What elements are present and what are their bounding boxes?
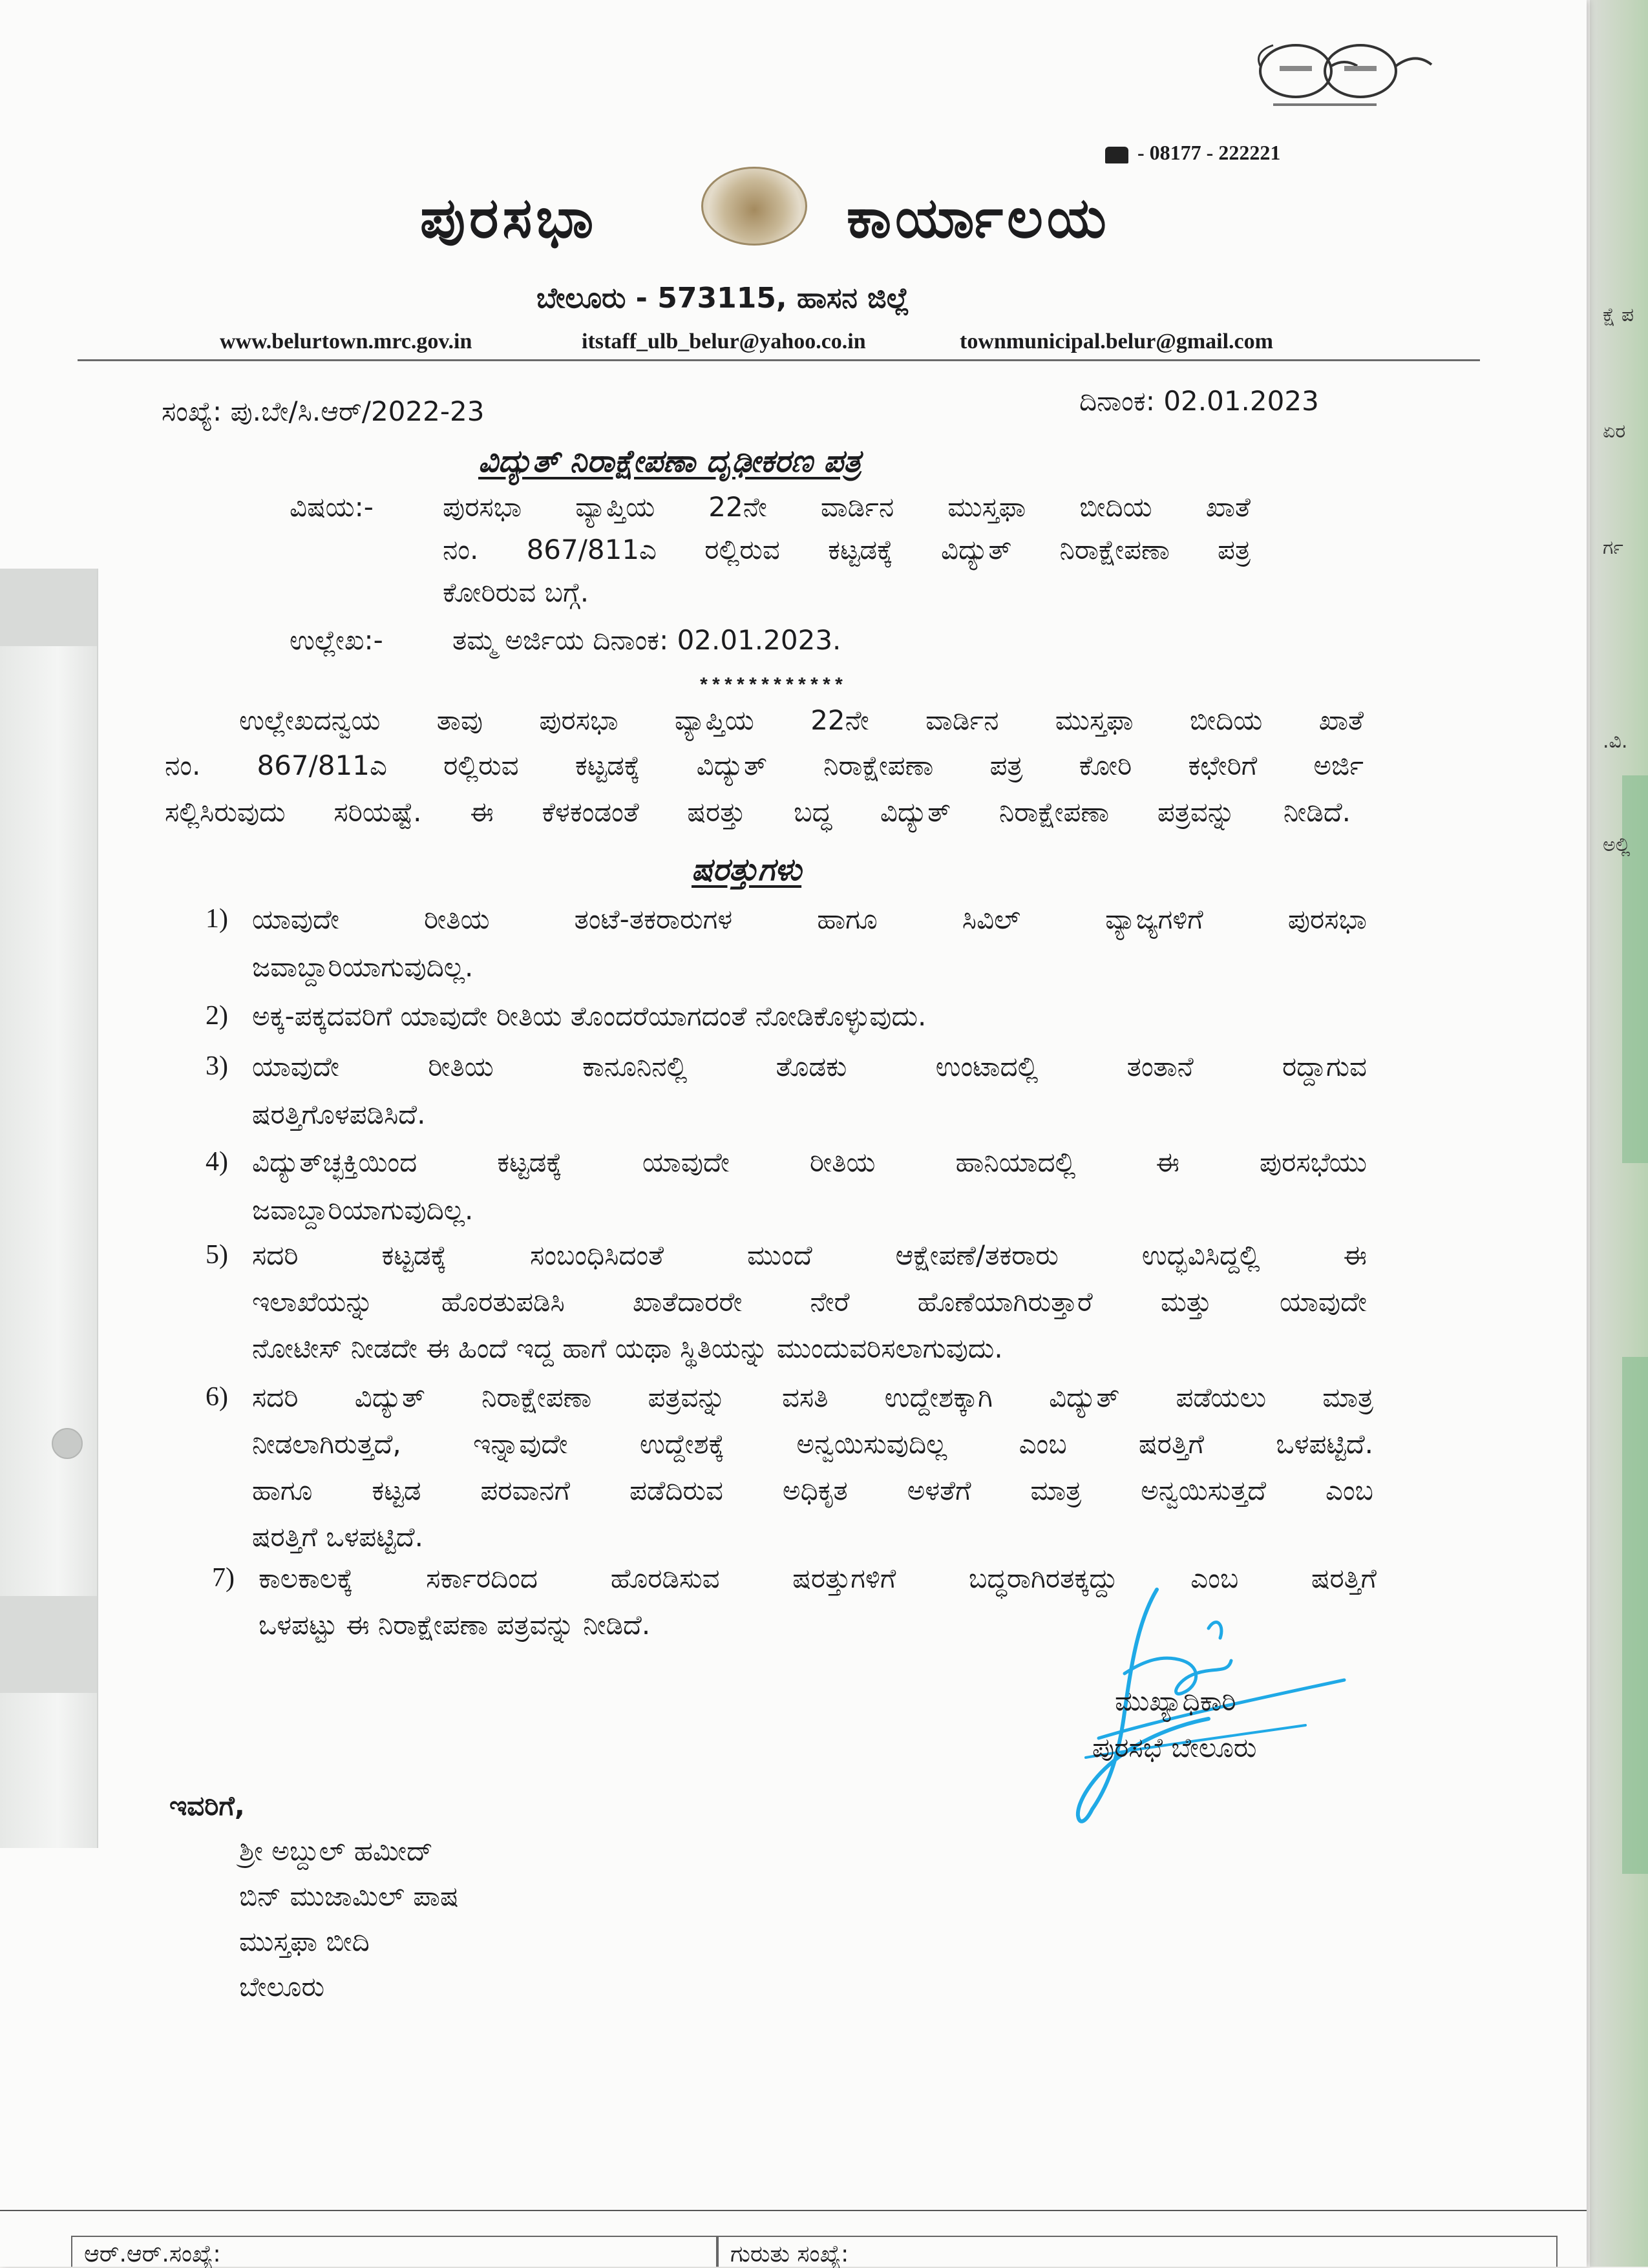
- email-link-itstaff[interactable]: itstaff_ulb_belur@yahoo.co.in: [582, 330, 866, 353]
- condition-line: ಇಲಾಖೆಯನ್ನು ಹೊರತುಪಡಿಸಿ ಖಾತೆದಾರರೇ ನೇರೆ ಹೊಣೆಯಾಗಿರುತ್ತಾರೆ ಮತ್ತು ಯಾವುದೇ: [252, 1286, 1367, 1318]
- website-link[interactable]: www.belurtown.mrc.gov.in: [220, 330, 472, 353]
- municipal-seal-icon: [701, 167, 807, 246]
- office-address: ಬೇಲೂರು - 573115, ಹಾಸನ ಜಿಲ್ಲೆ: [536, 282, 910, 315]
- footer-divider: [0, 2210, 1587, 2211]
- recipient-line: ಬೇಲೂರು: [239, 1971, 325, 2002]
- clip-band: [0, 1596, 97, 1693]
- subject-line: ಪುರಸಭಾ ವ್ಯಾಪ್ತಿಯ 22ನೇ ವಾರ್ಡಿನ ಮುಸ್ತಫಾ ಬೀದಿಯ ಖಾತೆ: [443, 491, 1251, 523]
- condition-line: ಸದರಿ ವಿದ್ಯುತ್ ನಿರಾಕ್ಷೇಪಣಾ ಪತ್ರವನ್ನು ವಸತಿ ಉದ್ದೇಶಕ್ಕಾಗಿ ವಿದ್ಯುತ್ ಪಡೆಯಲು ಮಾತ್ರ: [252, 1381, 1373, 1413]
- condition-number: 1): [206, 904, 228, 934]
- condition-number: 6): [206, 1382, 228, 1412]
- green-edge-mark: [1622, 1357, 1648, 1874]
- subject-label: ವಿಷಯ:-: [290, 491, 374, 523]
- letter-date: ದಿನಾಂಕ: 02.01.2023: [1079, 385, 1319, 417]
- body-line: ನಂ. 867/811ಎ ರಲ್ಲಿರುವ ಕಟ್ಟಡಕ್ಕೆ ವಿದ್ಯುತ್ ನಿರಾಕ್ಷೇಪಣಾ ಪತ್ರ ಕೋರಿ ಕಛೇರಿಗೆ ಅರ್ಜಿ: [165, 750, 1364, 781]
- condition-line: ಜವಾಬ್ದಾರಿಯಾಗುವುದಿಲ್ಲ.: [252, 1194, 474, 1226]
- underlying-text-fragment: ಏರ: [1603, 420, 1626, 443]
- condition-line: ನೀಡಲಾಗಿರುತ್ತದೆ, ಇನ್ನಾವುದೇ ಉದ್ದೇಶಕ್ಕೆ ಅನ್ವಯಿಸುವುದಿಲ್ಲ ಎಂಬ ಷರತ್ತಿಗೆ ಒಳಪಟ್ಟಿದೆ.: [252, 1428, 1373, 1460]
- underlying-text-fragment: ಅಲ್ಲಿ: [1603, 834, 1631, 856]
- recipient-line: ಶ್ರೀ ಅಬ್ದುಲ್ ಹಮೀದ್: [239, 1835, 433, 1867]
- reference-text: ತಮ್ಮ ಅರ್ಜಿಯ ದಿನಾಂಕ: 02.01.2023.: [452, 624, 841, 656]
- phone-icon: [1105, 147, 1128, 163]
- recipient-line: ಮುಸ್ತಫಾ ಬೀದಿ: [239, 1926, 370, 1957]
- subject-line: ಕೋರಿರುವ ಬಗ್ಗೆ.: [443, 576, 589, 608]
- binder-clip: [0, 569, 98, 1848]
- document-title: ವಿದ್ಯುತ್ ನಿರಾಕ್ಷೇಪಣಾ ದೃಢೀಕರಣ ಪತ್ರ: [478, 443, 861, 479]
- condition-number: 2): [206, 1001, 228, 1031]
- condition-number: 4): [206, 1147, 228, 1177]
- condition-number: 7): [212, 1563, 235, 1593]
- phone-text: - 08177 - 222221: [1137, 141, 1281, 164]
- signatory-office: ಪುರಸಭೆ ಬೇಲೂರು: [1092, 1732, 1257, 1763]
- body-line: ಸಲ್ಲಿಸಿರುವುದು ಸರಿಯಷ್ಟೆ. ಈ ಕೆಳಕಂಡಂತೆ ಷರತ್ತು ಬದ್ಧ ವಿದ್ಯುತ್ ನಿರಾಕ್ಷೇಪಣಾ ಪತ್ರವನ್ನು ನೀಡಿದೆ.: [165, 796, 1351, 828]
- clip-band: [0, 569, 97, 646]
- body-line: ಉಲ್ಲೇಖದನ್ವಯ ತಾವು ಪುರಸಭಾ ವ್ಯಾಪ್ತಿಯ 22ನೇ ವಾರ್ಡಿನ ಮುಸ್ತಫಾ ಬೀದಿಯ ಖಾತೆ: [239, 704, 1364, 736]
- condition-number: 5): [206, 1240, 228, 1270]
- condition-line: ನೋಟೀಸ್ ನೀಡದೇ ಈ ಹಿಂದೆ ಇದ್ದ ಹಾಗೆ ಯಥಾ ಸ್ಥಿತಿಯನ್ನು ಮುಂದುವರಿಸಲಾಗುವುದು.: [252, 1332, 1003, 1364]
- glasses-emblem-icon: [1247, 26, 1435, 110]
- condition-line: ಜವಾಬ್ದಾರಿಯಾಗುವುದಿಲ್ಲ.: [252, 951, 474, 983]
- underlying-text-fragment: ಕ್ಷೆ ಪ: [1603, 304, 1634, 326]
- condition-line: ಕಾಲಕಾಲಕ್ಕೆ ಸರ್ಕಾರದಿಂದ ಹೊರಡಿಸುವ ಷರತ್ತುಗಳಿಗೆ ಬದ್ಧರಾಗಿರತಕ್ಕದ್ದು ಎಂಬ ಷರತ್ತಿಗೆ: [259, 1562, 1377, 1594]
- condition-line: ವಿದ್ಯುತ್‌ಚ್ಛಕ್ತಿಯಿಂದ ಕಟ್ಟಡಕ್ಕೆ ಯಾವುದೇ ರೀತಿಯ ಹಾನಿಯಾದಲ್ಲಿ ಈ ಪುರಸಭೆಯು: [252, 1146, 1367, 1178]
- underlying-page-edge: [1590, 0, 1648, 2267]
- reference-label: ಉಲ್ಲೇಖ:-: [290, 624, 383, 656]
- identification-number-field: ಗುರುತು ಸಂಖ್ಯೆ:: [717, 2236, 1558, 2267]
- recipient-line: ಬಿನ್ ಮುಜಾಮಿಲ್ ಪಾಷ: [239, 1880, 459, 1912]
- email-link-townmunicipal[interactable]: townmunicipal.belur@gmail.com: [960, 330, 1273, 353]
- conditions-heading: ಷರತ್ತುಗಳು: [692, 852, 802, 888]
- condition-line: ಅಕ್ಕ-ಪಕ್ಕದವರಿಗೆ ಯಾವುದೇ ರೀತಿಯ ತೊಂದರೆಯಾಗದಂತೆ ನೋಡಿಕೊಳ್ಳುವುದು.: [252, 1000, 927, 1032]
- office-title-left: ಪುರಸಭಾ: [420, 186, 598, 251]
- condition-line: ಯಾವುದೇ ರೀತಿಯ ತಂಟೆ-ತಕರಾರುಗಳ ಹಾಗೂ ಸಿವಿಲ್ ವ್ಯಾಜ್ಯಗಳಿಗೆ ಪುರಸಭಾ: [252, 903, 1367, 935]
- condition-line: ಯಾವುದೇ ರೀತಿಯ ಕಾನೂನಿನಲ್ಲಿ ತೊಡಕು ಉಂಟಾದಲ್ಲಿ ತಂತಾನೆ ರದ್ದಾಗುವ: [252, 1051, 1367, 1082]
- underlying-text-fragment: ರ್ಗ: [1603, 536, 1623, 559]
- recipient-label: ಇವರಿಗೆ,: [169, 1790, 245, 1822]
- condition-line: ಸದರಿ ಕಟ್ಟಡಕ್ಕೆ ಸಂಬಂಧಿಸಿದಂತೆ ಮುಂದೆ ಆಕ್ಷೇಪಣೆ/ತಕರಾರು ಉದ್ಭವಿಸಿದ್ದಲ್ಲಿ ಈ: [252, 1239, 1367, 1271]
- rr-number-field: ಆರ್.ಆರ್.ಸಂಖ್ಯೆ:: [71, 2236, 717, 2267]
- clip-knob: [52, 1428, 83, 1459]
- header-divider: [78, 359, 1480, 361]
- condition-number: 3): [206, 1051, 228, 1081]
- condition-line: ಹಾಗೂ ಕಟ್ಟಡ ಪರವಾನಗೆ ಪಡೆದಿರುವ ಅಧಿಕೃತ ಅಳತೆಗೆ ಮಾತ್ರ ಅನ್ವಯಿಸುತ್ತದೆ ಎಂಬ: [252, 1475, 1373, 1506]
- signatory-role: ಮುಖ್ಯಾಧಿಕಾರಿ: [1115, 1685, 1236, 1717]
- condition-line: ಷರತ್ತಿಗೆ ಒಳಪಟ್ಟಿದೆ.: [252, 1521, 423, 1553]
- underlying-text-fragment: .ವಿ.: [1603, 730, 1628, 753]
- condition-line: ಷರತ್ತಿಗೊಳಪಡಿಸಿದೆ.: [252, 1098, 426, 1130]
- separator: ************: [698, 676, 846, 698]
- office-title-right: ಕಾರ್ಯಾಲಯ: [847, 186, 1110, 251]
- condition-line: ಒಳಪಟ್ಟು ಈ ನಿರಾಕ್ಷೇಪಣಾ ಪತ್ರವನ್ನು ನೀಡಿದೆ.: [259, 1609, 651, 1641]
- subject-line: ನಂ. 867/811ಎ ರಲ್ಲಿರುವ ಕಟ್ಟಡಕ್ಕೆ ವಿದ್ಯುತ್ ನಿರಾಕ್ಷೇಪಣಾ ಪತ್ರ: [443, 534, 1251, 565]
- phone-number: [1105, 141, 1280, 165]
- reference-number: ಸಂಖ್ಯೆ: ಪು.ಬೇ/ಸಿ.ಆರ್/2022-23: [162, 395, 485, 427]
